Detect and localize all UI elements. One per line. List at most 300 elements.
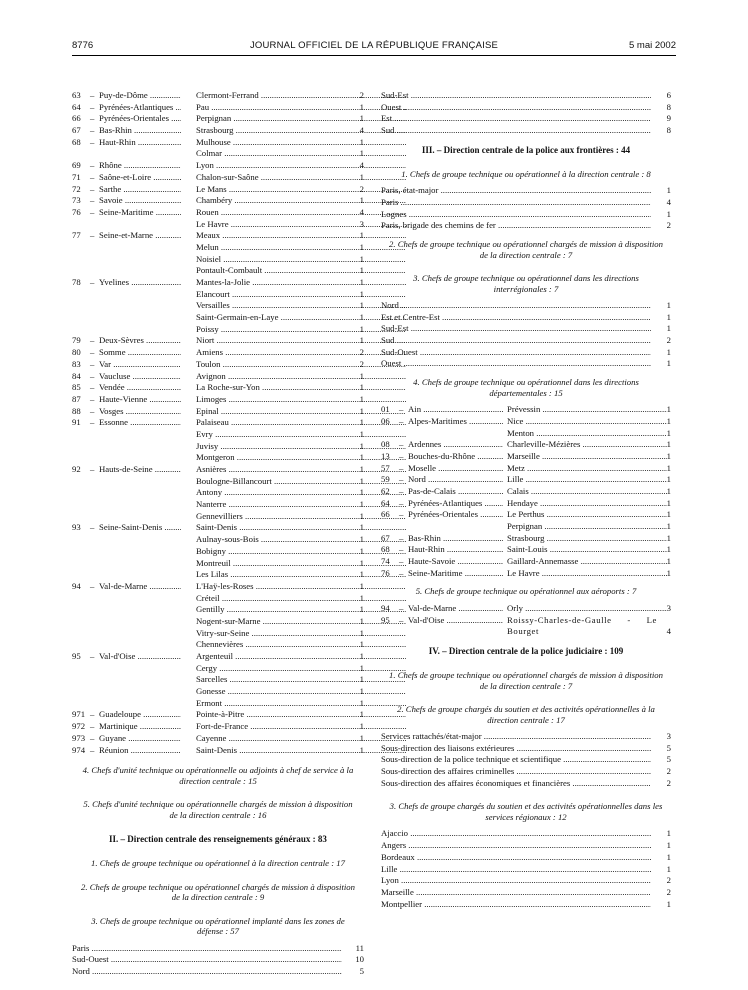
city-name: Gennevilliers ..... (196, 511, 406, 523)
dept-number: 66 (381, 509, 390, 520)
dept-number: 13 (381, 450, 390, 461)
city-name: Versailles ..... (196, 300, 406, 312)
dept-number: 77 (72, 230, 81, 241)
count-value: 1 (666, 311, 671, 322)
dept-number: 64 (72, 101, 81, 112)
section-3-sub-5-list (381, 603, 671, 615)
count-value: 5 (666, 754, 671, 765)
city-name: Antony ..... (196, 487, 406, 499)
item-label: Sud-Ouest ..... (72, 954, 342, 966)
table-row (72, 721, 364, 733)
left-column (72, 90, 364, 978)
dept-name: Sarthe ..... (99, 184, 181, 196)
count-value: 2 (359, 358, 364, 369)
item-label: Montpellier ..... (381, 899, 651, 911)
count-value: 1 (359, 288, 364, 299)
dept-number: 08 (381, 439, 390, 450)
dept-dash: – (90, 732, 95, 743)
count-value: 1 (359, 405, 364, 416)
count-value: 1 (359, 534, 364, 545)
dept-dash: – (90, 335, 95, 346)
city-name: Chennevières ..... (196, 639, 406, 651)
city-name: Le Havre ..... (507, 568, 667, 580)
dept-dash: – (90, 370, 95, 381)
table-row (72, 113, 364, 125)
table-row (72, 207, 364, 219)
dept-dash: – (399, 567, 404, 578)
city-name: Les Lilas ..... (196, 569, 406, 581)
count-value: 1 (359, 113, 364, 124)
dept-name: Martinique ..... (99, 721, 181, 733)
header-rule (72, 55, 676, 56)
dept-name: Seine-Saint-Denis ..... (99, 522, 181, 534)
count-value: 1 (359, 499, 364, 510)
count-value: 1 (666, 863, 671, 874)
dept-name: Alpes-Maritimes ..... (408, 416, 503, 428)
city-name: Gonesse ..... (196, 686, 406, 698)
item-label: Sud-Est ..... (381, 90, 651, 102)
dept-number: 71 (72, 171, 81, 182)
dept-dash: – (399, 614, 404, 625)
count-value: 1 (359, 101, 364, 112)
count-value: 5 (359, 966, 364, 977)
city-name: Sarcelles ..... (196, 674, 406, 686)
item-label: Est ..... (381, 113, 651, 125)
dept-dash: – (90, 113, 95, 124)
table-row (72, 581, 364, 593)
table-row (381, 416, 671, 428)
left-subsection-5: 5. Chefs d'unité technique ou opérationnelle chargés de mission à disposition de la direction centrale : 16 (83, 799, 353, 820)
table-row (72, 335, 364, 347)
item-label: Lille ..... (381, 864, 651, 876)
count-value: 1 (359, 686, 364, 697)
table-row (72, 324, 364, 336)
count-value: 1 (359, 335, 364, 346)
city-name: Cayenne ..... (196, 733, 406, 745)
dept-name: Haute-Savoie ..... (408, 556, 503, 568)
journal-title: JOURNAL OFFICIEL DE LA RÉPUBLIQUE FRANÇAISE (249, 40, 499, 51)
table-row (381, 533, 671, 545)
count-value: 4 (666, 626, 671, 637)
city-name: Gentilly ..... (196, 604, 406, 616)
section-4-sub-3: 3. Chefs de groupe chargés du soutien et des activités opérationnelles dans les services régionaux : 12 (389, 801, 663, 822)
dept-name: Saône-et-Loire ..... (99, 172, 181, 184)
dept-number: 92 (72, 464, 81, 474)
dept-number: 67 (381, 532, 390, 543)
table-row (381, 463, 671, 475)
count-value: 1 (359, 195, 364, 206)
city-name: Lyon ..... (196, 160, 406, 172)
city-name: Saint-Louis ..... (507, 544, 667, 556)
dept-number: 68 (72, 136, 81, 147)
dept-name: Seine-Maritime ..... (99, 207, 181, 219)
item-label: Est et Centre-Est ..... (381, 312, 651, 324)
count-value: 4 (359, 125, 364, 136)
count-value: 1 (359, 557, 364, 568)
dept-name: Bas-Rhin ..... (99, 125, 181, 137)
dept-dash: – (399, 544, 404, 555)
list-item (381, 828, 671, 840)
dept-number: 94 (72, 580, 81, 591)
count-value: 1 (666, 358, 671, 369)
table-row (72, 511, 364, 523)
table-row (72, 452, 364, 464)
table-row (72, 441, 364, 453)
dept-dash: – (90, 101, 95, 112)
dept-number: 80 (72, 347, 81, 358)
table-row (72, 371, 364, 383)
table-row (72, 709, 364, 721)
dept-dash: – (90, 358, 95, 369)
dept-dash: – (90, 136, 95, 147)
page-header (72, 40, 676, 54)
table-row (72, 277, 364, 289)
count-value: 1 (359, 148, 364, 159)
list-item (72, 966, 364, 978)
city-name: L'Haÿ-les-Roses ..... (196, 581, 406, 593)
dept-name: Essonne ..... (99, 417, 181, 429)
list-item (381, 220, 671, 232)
count-value: 1 (359, 428, 364, 439)
city-name: Le Perthus ..... (507, 509, 667, 521)
count-value: 1 (359, 230, 364, 241)
dept-dash: – (399, 556, 404, 567)
count-value: 1 (666, 427, 671, 438)
dept-dash: – (90, 580, 95, 591)
item-label: Marseille ..... (381, 887, 651, 899)
dept-dash: – (90, 347, 95, 358)
item-label: Services rattachés/état-major ..... (381, 731, 651, 743)
count-value: 2 (666, 875, 671, 886)
item-label: Paris, état-major ..... (381, 185, 651, 197)
section-2-zone-list (72, 943, 364, 978)
count-value: 1 (666, 497, 671, 508)
count-value: 1 (359, 265, 364, 276)
dept-dash: – (90, 709, 95, 720)
count-value: 5 (666, 742, 671, 753)
dept-number: 74 (381, 556, 390, 567)
dept-number: 78 (72, 277, 81, 287)
dept-dash: – (90, 183, 95, 194)
count-value: 1 (359, 487, 364, 498)
dept-number: 57 (381, 462, 390, 473)
dept-number: 94 (381, 602, 390, 613)
dept-name: Ardennes ..... (408, 439, 503, 451)
city-name: Nanterre ..... (196, 499, 406, 511)
dept-name: Val-d'Oise ..... (408, 615, 503, 627)
dept-dash: – (90, 171, 95, 182)
count-value: 1 (359, 241, 364, 252)
count-value: 1 (359, 382, 364, 393)
table-row (72, 90, 364, 102)
dept-name: Nord ..... (408, 474, 503, 486)
list-item (381, 125, 671, 137)
dept-dash: – (90, 195, 95, 206)
count-value: 1 (359, 136, 364, 147)
city-name: Asnières ..... (196, 464, 406, 476)
count-value: 1 (359, 323, 364, 334)
table-row (381, 509, 671, 521)
table-row (72, 429, 364, 441)
dept-name: Var ..... (99, 359, 181, 371)
count-value: 1 (359, 464, 364, 474)
left-dept-list (72, 90, 364, 756)
city-name: Chambéry ..... (196, 195, 406, 207)
list-item (381, 778, 671, 790)
table-row (72, 639, 364, 651)
table-row (72, 686, 364, 698)
right-column (381, 90, 671, 910)
table-row (72, 745, 364, 757)
item-label: Ouest ..... (381, 358, 651, 370)
table-row (72, 230, 364, 242)
dept-name: Savoie ..... (99, 195, 181, 207)
dept-number: 85 (72, 382, 81, 393)
city-name: Hendaye ..... (507, 498, 667, 510)
dept-number: 91 (72, 417, 81, 428)
dept-dash: – (90, 277, 95, 287)
count-value: 1 (359, 475, 364, 486)
count-value: 4 (666, 196, 671, 207)
count-value: 1 (359, 171, 364, 182)
table-row (72, 195, 364, 207)
city-name: Elancourt ..... (196, 289, 406, 301)
count-value: 1 (666, 346, 671, 357)
city-name: Saint-Denis ..... (196, 745, 406, 757)
section-4-sub-3-list (381, 828, 671, 910)
item-label: Lyon ..... (381, 875, 651, 887)
table-row (381, 544, 671, 556)
table-row (72, 558, 364, 570)
dept-number: 59 (381, 474, 390, 485)
count-value: 1 (359, 522, 364, 533)
city-name: Mulhouse ..... (196, 137, 406, 149)
dept-name: Puy-de-Dôme ..... (99, 90, 181, 102)
count-value: 4 (359, 160, 364, 171)
list-item (381, 899, 671, 911)
count-value: 4 (359, 206, 364, 217)
table-row (72, 698, 364, 710)
table-row (72, 148, 364, 160)
count-value: 9 (666, 113, 671, 124)
count-value: 10 (355, 954, 364, 965)
count-value: 1 (666, 208, 671, 219)
table-row (381, 568, 671, 580)
dept-name: Guyane ..... (99, 733, 181, 745)
table-row (381, 451, 671, 463)
table-row (72, 487, 364, 499)
list-item (381, 300, 671, 312)
dept-number: 73 (72, 195, 81, 206)
count-value: 1 (359, 300, 364, 311)
dept-name: Yvelines ..... (99, 277, 181, 289)
dept-dash: – (399, 602, 404, 613)
list-item (381, 875, 671, 887)
list-item (381, 887, 671, 899)
city-name: Nogent-sur-Marne ..... (196, 616, 406, 628)
dept-dash: – (90, 721, 95, 732)
table-row (72, 137, 364, 149)
count-value: 1 (359, 440, 364, 451)
section-3-heading: III. – Direction centrale de la police aux frontières : 44 (421, 144, 631, 155)
dept-dash: – (90, 651, 95, 661)
dept-number: 01 (381, 404, 390, 415)
count-value: 3 (666, 731, 671, 742)
count-value: 1 (666, 828, 671, 839)
count-value: 8 (666, 125, 671, 136)
dept-dash: – (399, 439, 404, 450)
table-row (72, 394, 364, 406)
city-name: Vitry-sur-Seine ..... (196, 628, 406, 640)
dept-name: Vosges ..... (99, 406, 181, 418)
list-item (381, 731, 671, 743)
dept-name: Val-de-Marne ..... (99, 581, 181, 593)
dept-number: 66 (72, 113, 81, 124)
table-row (381, 521, 671, 533)
list-item (381, 754, 671, 766)
section-3-sub-1: 1. Chefs de groupe technique ou opérationnel à la direction centrale : 8 (401, 168, 651, 179)
city-name: Amiens ..... (196, 347, 406, 359)
section-2-heading: II. – Direction centrale des renseignements généraux : 83 (109, 834, 327, 845)
count-value: 1 (359, 639, 364, 650)
table-row (72, 464, 364, 476)
city-name: Menton ..... (507, 428, 667, 440)
table-row (72, 663, 364, 675)
city-name: Fort-de-France ..... (196, 721, 406, 733)
dept-name: Pyrénées-Atlantiques ..... (99, 102, 181, 114)
city-name: Montreuil ..... (196, 558, 406, 570)
city-name: Perpignan ..... (507, 521, 667, 533)
item-label: Ouest ..... (381, 102, 651, 114)
count-value: 1 (359, 393, 364, 404)
dept-name: Deux-Sèvres ..... (99, 335, 181, 347)
city-name: Le Havre ..... (196, 219, 406, 231)
city-name: Strasbourg ..... (196, 125, 406, 137)
count-value: 1 (666, 474, 671, 485)
table-row (72, 160, 364, 172)
count-value: 2 (359, 347, 364, 358)
dept-name: Haut-Rhin ..... (99, 137, 181, 149)
city-name: Saint-Denis ..... (196, 522, 406, 534)
count-value: 2 (666, 777, 671, 788)
dept-dash: – (90, 522, 95, 533)
section-4-heading: IV. – Direction centrale de la police judiciaire : 109 (428, 646, 624, 657)
list-item (381, 312, 671, 324)
city-name: Boulogne-Billancourt ..... (196, 476, 406, 488)
dept-name: Val-de-Marne ..... (408, 603, 503, 615)
dept-name: Pyrénées-Orientales ..... (99, 113, 181, 125)
table-row (72, 651, 364, 663)
table-row (72, 172, 364, 184)
section-3-sub-4-list (381, 404, 671, 579)
count-value: 1 (666, 415, 671, 426)
item-label: Sous-direction des liaisons extérieures ..... (381, 743, 651, 755)
table-row (72, 219, 364, 231)
table-row (381, 404, 671, 416)
item-label: Sud ..... (381, 125, 651, 137)
count-value: 1 (359, 709, 364, 720)
dept-number: 971 (72, 709, 86, 720)
count-value: 1 (359, 510, 364, 521)
city-name: Nice ..... (507, 416, 667, 428)
dept-name: Bas-Rhin ..... (408, 533, 503, 545)
item-label: Bordeaux ..... (381, 852, 651, 864)
city-name: Colmar ..... (196, 148, 406, 160)
section-3-sub-2: 2. Chefs de groupe technique ou opérationnel chargés de mission à disposition de la direction centrale : 7 (389, 239, 663, 260)
count-value: 1 (666, 851, 671, 862)
dept-number: 84 (72, 370, 81, 381)
count-value: 1 (666, 450, 671, 461)
item-label: Nord ..... (381, 300, 651, 312)
city-name: Mantes-la-Jolie ..... (196, 277, 406, 289)
count-value: 3 (359, 218, 364, 229)
section-4-sub-2-list (381, 731, 671, 789)
table-row (72, 593, 364, 605)
list-item (381, 852, 671, 864)
count-value: 11 (355, 942, 364, 953)
dept-number: 68 (381, 544, 390, 555)
item-label: Angers ..... (381, 840, 651, 852)
roissy-row (381, 615, 671, 638)
table-row (72, 359, 364, 371)
count-value: 1 (359, 604, 364, 615)
section-4-title (381, 638, 671, 663)
item-label: Sous-direction de la police technique et scientifique ..... (381, 754, 651, 766)
section-2-sub-2: 2. Chefs de groupe technique ou opérationnel chargés de mission à disposition de la direction centrale : 9 (81, 881, 355, 903)
city-name: Gaillard-Annemasse ..... (507, 556, 667, 568)
dept-dash: – (90, 160, 95, 171)
dept-name: Hauts-de-Seine ..... (99, 464, 181, 476)
count-value: 1 (666, 556, 671, 567)
count-value: 1 (666, 567, 671, 578)
dept-dash: – (90, 464, 95, 474)
list-item (381, 197, 671, 209)
dept-number: 88 (72, 405, 81, 416)
city-name: Juvisy ..... (196, 441, 406, 453)
list-item (381, 90, 671, 102)
section-3-sub-5: 5. Chefs de groupe technique ou opérationnel aux aéroports : 7 (415, 586, 637, 597)
list-item (381, 347, 671, 359)
list-item (381, 113, 671, 125)
list-item (72, 943, 364, 955)
count-value: 1 (359, 580, 364, 591)
table-row (72, 499, 364, 511)
dept-name: Pyrénées-Orientales ..... (408, 509, 503, 521)
dept-name: Guadeloupe ..... (99, 709, 181, 721)
table-row (72, 289, 364, 301)
dept-dash: – (90, 744, 95, 755)
dept-dash: – (399, 497, 404, 508)
dept-name: Réunion ..... (99, 745, 181, 757)
count-value: 2 (666, 220, 671, 231)
item-label: Paris ..... (381, 197, 651, 209)
count-value: 1 (666, 300, 671, 310)
count-value: 1 (666, 485, 671, 496)
city-name: Pointe-à-Pitre ..... (196, 709, 406, 721)
table-row (72, 242, 364, 254)
city-name: Prévessin ..... (507, 404, 667, 416)
dept-name: Val-d'Oise ..... (99, 651, 181, 663)
dept-number: 72 (72, 183, 81, 194)
dept-name: Seine-Maritime ..... (408, 568, 503, 580)
city-name: Lille ..... (507, 474, 667, 486)
list-item (381, 766, 671, 778)
list-item (72, 954, 364, 966)
dept-number: 79 (72, 335, 81, 346)
table-row (72, 347, 364, 359)
city-name: Toulon ..... (196, 359, 406, 371)
count-value: 1 (666, 323, 671, 334)
